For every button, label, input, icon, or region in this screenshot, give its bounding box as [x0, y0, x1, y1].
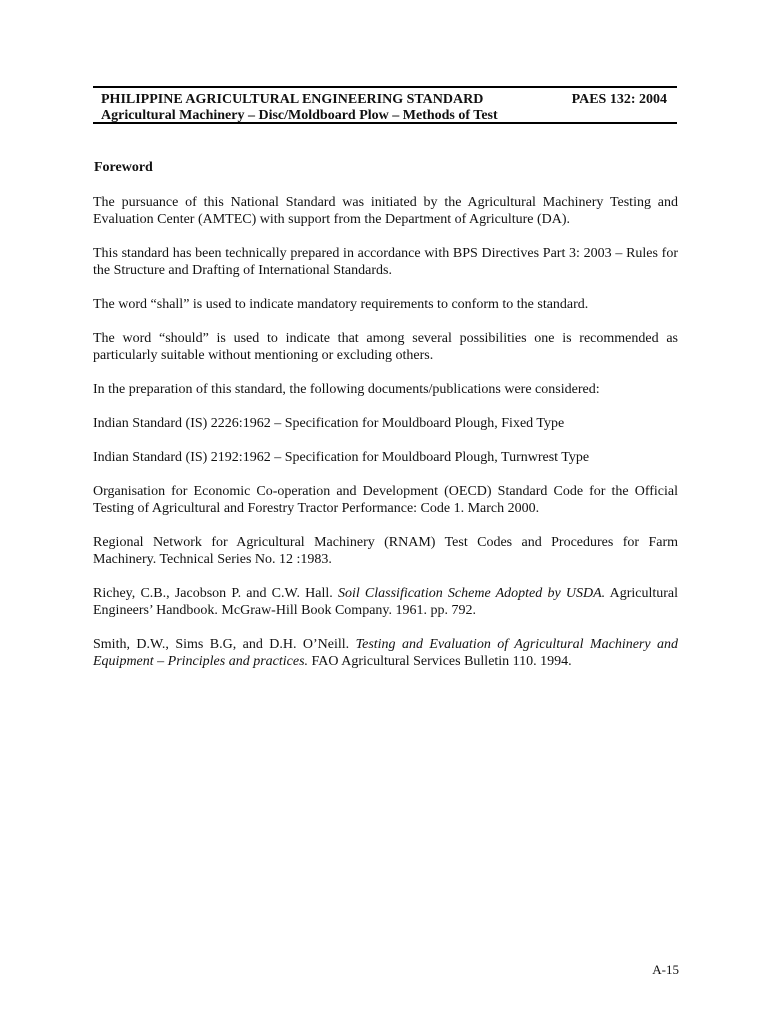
reference-oecd: Organisation for Economic Co-operation and Development (OECD) Standard Code for the Official Testing of Agricultural and Forestry Tractor Performance: Code 1. March 2000. [93, 484, 678, 516]
reference-is-2192: Indian Standard (IS) 2192:1962 – Specification for Mouldboard Plough, Turnwrest Type [93, 450, 590, 465]
paragraph-pursuance: The pursuance of this National Standard was initiated by the Agricultural Machinery Testing and Evaluation Center (AMTEC) with support from the Department of Agriculture (DA). [93, 195, 678, 227]
reference-is-2226: Indian Standard (IS) 2226:1962 – Specification for Mouldboard Plough, Fixed Type [93, 416, 565, 431]
reference-smith-title: Testing and Evaluation of Agricultural Machinery and Equipment – Principles and practices. [93, 637, 679, 669]
reference-smith [93, 636, 678, 670]
paragraph-should: The word “should” is used to indicate that among several possibilities one is recommended as particularly suitable without mentioning or excluding others. [93, 331, 678, 363]
standard-code: PAES 132: 2004 [571, 92, 667, 107]
page-number: A-15 [652, 962, 679, 977]
paragraph-documents-intro: In the preparation of this standard, the following documents/publications were considered: [93, 382, 600, 397]
document-header [93, 86, 677, 124]
paragraph-prepared: This standard has been technically prepared in accordance with BPS Directives Part 3: 2003 – Rules for the Structure and Drafting of International Standards. [93, 246, 678, 278]
standard-title: PHILIPPINE AGRICULTURAL ENGINEERING STANDARD [101, 92, 484, 107]
reference-smith-authors: Smith, D.W., Sims B.G, and D.H. O’Neill. [93, 637, 350, 652]
reference-smith-source: FAO Agricultural Services Bulletin 110. 1994. [311, 654, 572, 669]
standard-subtitle: Agricultural Machinery – Disc/Moldboard Plow – Methods of Test [101, 108, 498, 123]
paragraph-shall: The word “shall” is used to indicate mandatory requirements to conform to the standard. [93, 297, 589, 312]
section-heading: Foreword [94, 160, 153, 175]
reference-richey-authors: Richey, C.B., Jacobson P. and C.W. Hall. [93, 586, 333, 601]
reference-rnam: Regional Network for Agricultural Machinery (RNAM) Test Codes and Procedures for Farm Machinery. Technical Series No. 12 :1983. [93, 535, 678, 567]
reference-richey [93, 585, 678, 619]
reference-richey-title: Soil Classification Scheme Adopted by USDA. [337, 586, 606, 601]
foreword-body [93, 194, 678, 687]
reference-richey-source: Agricultural Engineers’ Handbook. McGraw-Hill Book Company. 1961. pp. 792. [93, 586, 678, 618]
